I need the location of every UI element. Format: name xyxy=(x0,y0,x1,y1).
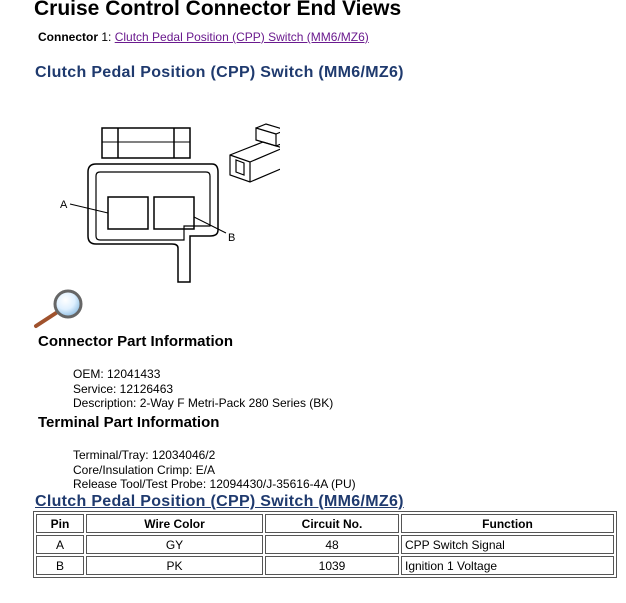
cell-wire-color: GY xyxy=(86,535,263,554)
connector-isometric-view xyxy=(230,124,280,182)
pin-label-b: B xyxy=(228,232,236,244)
connector-latch xyxy=(102,128,190,158)
connector-link[interactable]: Clutch Pedal Position (CPP) Switch (MM6/MZ6) xyxy=(114,30,369,44)
connector-end-view-diagram xyxy=(30,100,280,290)
service-part-number: Service: 12126463 xyxy=(73,381,174,396)
table-row xyxy=(36,556,614,575)
oem-part-number: OEM: 12041433 xyxy=(73,367,161,381)
cell-wire-color: PK xyxy=(86,556,263,575)
section-title: Clutch Pedal Position (CPP) Switch (MM6/MZ6) xyxy=(35,64,404,81)
cell-function: CPP Switch Signal xyxy=(401,535,614,554)
header-wire-color: Wire Color xyxy=(86,514,263,533)
pin-table-container xyxy=(33,511,617,578)
connector-part-info xyxy=(73,367,333,411)
magnifier-icon[interactable] xyxy=(32,288,90,330)
table-row xyxy=(36,535,614,554)
core-insulation-crimp: Core/Insulation Crimp: E/A xyxy=(73,462,216,477)
cavity-a xyxy=(108,197,148,229)
header-function: Function xyxy=(401,514,614,533)
release-tool: Release Tool/Test Probe: 12094430/J-35616-4A (PU) xyxy=(73,477,356,491)
cell-pin: B xyxy=(36,556,84,575)
table-header-row xyxy=(36,514,614,533)
cell-circuit-no: 1039 xyxy=(265,556,399,575)
cell-pin: A xyxy=(36,535,84,554)
cell-function: Ignition 1 Voltage xyxy=(401,556,614,575)
header-circuit-no: Circuit No. xyxy=(265,514,399,533)
pin-label-a: A xyxy=(60,199,68,211)
cell-circuit-no: 48 xyxy=(265,535,399,554)
page-title: Cruise Control Connector End Views xyxy=(34,0,402,20)
connector-label: Connector xyxy=(38,30,98,44)
connector-index: 1: xyxy=(101,30,112,44)
connector-nav xyxy=(38,30,369,44)
terminal-tray: Terminal/Tray: 12034046/2 xyxy=(73,448,216,462)
pin-table xyxy=(33,511,617,578)
cavity-b xyxy=(154,197,194,229)
terminal-part-info xyxy=(73,448,356,492)
connector-part-info-heading: Connector Part Information xyxy=(38,333,234,350)
connector-description: Description: 2-Way F Metri-Pack 280 Series (BK) xyxy=(73,396,334,410)
terminal-part-info-heading: Terminal Part Information xyxy=(38,414,220,431)
pin-table-title: Clutch Pedal Position (CPP) Switch (MM6/MZ6) xyxy=(35,493,404,510)
header-pin: Pin xyxy=(36,514,84,533)
